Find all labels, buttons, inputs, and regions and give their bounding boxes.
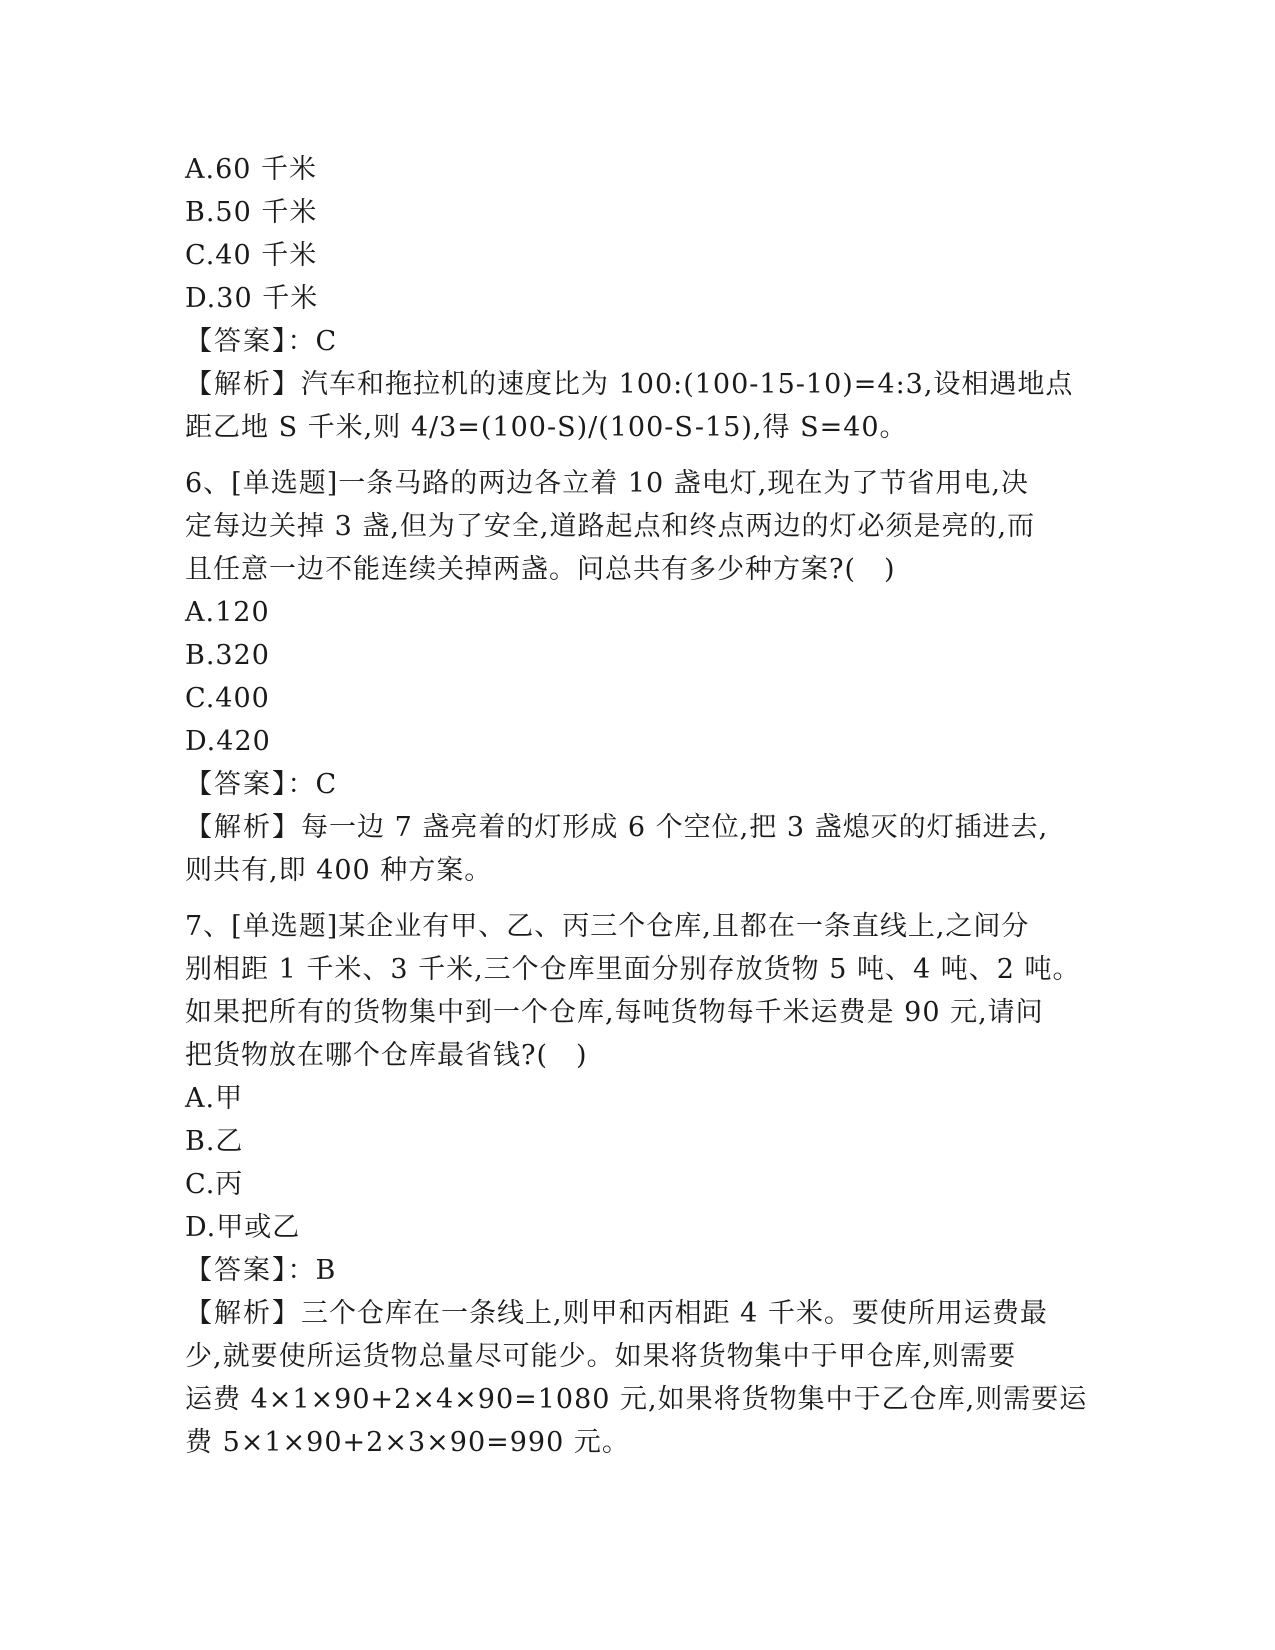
analysis-line xyxy=(185,1292,1065,1335)
answer-tag: 【答案】 xyxy=(185,326,288,357)
spacer xyxy=(185,892,1065,905)
analysis-line: 距乙地 S 千米,则 4/3=(100-S)/(100-S-15),得 S=40。 xyxy=(185,412,908,443)
answer-line xyxy=(185,320,1065,363)
answer-value: ：C xyxy=(287,769,338,800)
analysis-text: 三个仓库在一条线上,则甲和丙相距 4 千米。要使所用运费最 xyxy=(301,1298,1048,1329)
answer-value: ：B xyxy=(287,1255,337,1286)
page-content xyxy=(185,148,1088,1464)
question-5-block xyxy=(185,148,1074,449)
option-b: B.乙 xyxy=(185,1126,244,1157)
analysis-tag: 【解析】 xyxy=(185,812,301,843)
option-d: D.420 xyxy=(185,726,271,757)
analysis-line xyxy=(185,363,1074,406)
analysis-line: 费 5×1×90+2×3×90=990 元。 xyxy=(185,1427,630,1458)
question-7-block xyxy=(185,905,1088,1464)
question-text: 定每边关掉 3 盏,但为了安全,道路起点和终点两边的灯必须是亮的,而 xyxy=(185,511,1036,542)
analysis-line: 运费 4×1×90+2×4×90=1080 元,如果将货物集中于乙仓库,则需要运 xyxy=(185,1384,1088,1415)
analysis-text: 每一边 7 盏亮着的灯形成 6 个空位,把 3 盏熄灭的灯插进去, xyxy=(301,812,1049,843)
analysis-text: 汽车和拖拉机的速度比为 100:(100-15-10)=4:3,设相遇地点 xyxy=(301,369,1074,400)
question-text: 且任意一边不能连续关掉两盏。问总共有多少种方案?( ) xyxy=(185,554,896,585)
question-text: 如果把所有的货物集中到一个仓库,每吨货物每千米运费是 90 元,请问 xyxy=(185,997,1044,1028)
spacer xyxy=(185,449,1065,462)
analysis-line: 则共有,即 400 种方案。 xyxy=(185,855,493,886)
option-b: B.50 千米 xyxy=(185,197,318,228)
answer-tag: 【答案】 xyxy=(185,769,288,800)
option-b: B.320 xyxy=(185,640,270,671)
answer-value: ：C xyxy=(287,326,338,357)
question-text: 6、[单选题]一条马路的两边各立着 10 盏电灯,现在为了节省用电,决 xyxy=(185,468,1029,499)
answer-tag: 【答案】 xyxy=(185,1255,288,1286)
answer-line xyxy=(185,763,1065,806)
option-d: D.甲或乙 xyxy=(185,1212,301,1243)
option-a: A.60 千米 xyxy=(185,154,318,185)
question-text: 别相距 1 千米、3 千米,三个仓库里面分别存放货物 5 吨、4 吨、2 吨。 xyxy=(185,954,1081,985)
option-c: C.丙 xyxy=(185,1169,244,1200)
question-text: 把货物放在哪个仓库最省钱?( ) xyxy=(185,1040,588,1071)
analysis-line: 少,就要使所运货物总量尽可能少。如果将货物集中于甲仓库,则需要 xyxy=(185,1341,1017,1372)
option-c: C.40 千米 xyxy=(185,240,318,271)
option-a: A.120 xyxy=(185,597,270,628)
analysis-line xyxy=(185,806,1065,849)
question-6-block xyxy=(185,462,1065,892)
analysis-tag: 【解析】 xyxy=(185,369,301,400)
option-c: C.400 xyxy=(185,683,270,714)
answer-line xyxy=(185,1249,1065,1292)
analysis-tag: 【解析】 xyxy=(185,1298,301,1329)
question-text: 7、[单选题]某企业有甲、乙、丙三个仓库,且都在一条直线上,之间分 xyxy=(185,911,1030,942)
option-d: D.30 千米 xyxy=(185,283,319,314)
option-a: A.甲 xyxy=(185,1083,244,1114)
